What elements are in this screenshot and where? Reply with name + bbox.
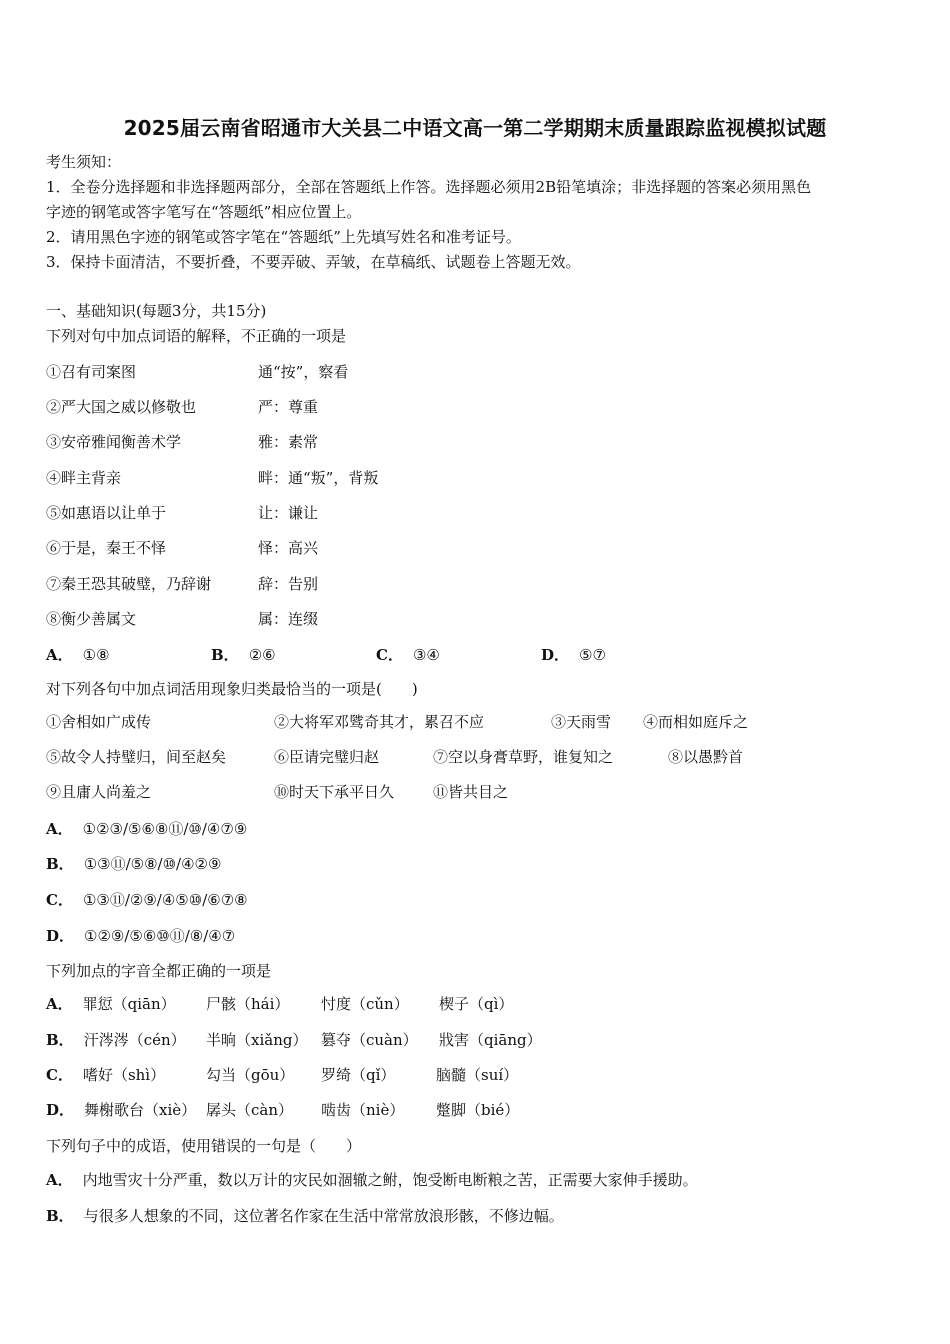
q2-option-c xyxy=(46,890,248,910)
q1-explain: 畔：通“叛”，背叛 xyxy=(258,469,379,487)
q3-option-d xyxy=(46,1100,196,1120)
option-letter: A． xyxy=(46,995,73,1013)
option-item: 嗜好（shì） xyxy=(82,1066,166,1084)
option-letter: B． xyxy=(211,646,239,664)
q2-item: ④而相如庭斥之 xyxy=(643,713,749,731)
q2-item: ⑦空以身膏草野，谁复知之 xyxy=(433,748,614,766)
q1-sentence: ⑧衡少善属文 xyxy=(46,610,137,628)
option-text: ①②③/⑤⑥⑧⑪/⑩/④⑦⑨ xyxy=(82,820,248,838)
q4-option-a xyxy=(46,1170,698,1190)
option-item: 孱头（càn） xyxy=(206,1101,294,1119)
q1-sentence: ⑥于是，秦王不怿 xyxy=(46,539,167,557)
option-item: 罗绮（qǐ） xyxy=(321,1066,396,1084)
option-item: 蹩脚（bié） xyxy=(436,1101,520,1119)
option-item: 尸骸（hái） xyxy=(206,995,290,1013)
section-heading: 一、基础知识(每题3分，共15分) xyxy=(46,302,267,320)
option-text: ②⑥ xyxy=(248,646,276,664)
option-text: ①②⑨/⑤⑥⑩⑪/⑧/④⑦ xyxy=(84,927,236,945)
q1-sentence: ⑦秦王恐其破璧，乃辞谢 xyxy=(46,575,212,593)
option-letter: A． xyxy=(46,646,73,664)
q2-option-d xyxy=(46,926,235,946)
page-title: 2025届云南省昭通市大关县二中语文高一第二学期期末质量跟踪监视模拟试题 xyxy=(123,116,827,140)
q1-option-d xyxy=(541,645,606,665)
q2-item: ③天雨雪 xyxy=(551,713,612,731)
option-text: ①⑧ xyxy=(82,646,110,664)
question-stem: 下列加点的字音全都正确的一项是 xyxy=(46,962,272,980)
option-letter: B． xyxy=(46,1031,74,1049)
option-item: 啮齿（niè） xyxy=(321,1101,405,1119)
q2-item: ②大将军邓骘奇其才，累召不应 xyxy=(274,713,485,731)
q3-option-c xyxy=(46,1065,165,1085)
q1-option-c xyxy=(376,645,440,665)
option-letter: A． xyxy=(46,820,73,838)
q1-option-b xyxy=(211,645,276,665)
q2-item: ⑪皆共目之 xyxy=(433,783,509,801)
option-letter: C． xyxy=(46,891,73,909)
option-text: ①③⑪/⑤⑧/⑩/④②⑨ xyxy=(83,855,222,873)
q1-sentence: ①召有司案图 xyxy=(46,363,137,381)
option-text: ①③⑪/②⑨/④⑤⑩/⑥⑦⑧ xyxy=(82,891,248,909)
q1-explain: 严：尊重 xyxy=(258,398,319,416)
q2-item: ⑧以愚黔首 xyxy=(668,748,744,766)
option-letter: D． xyxy=(46,1101,75,1119)
option-item: 篡夺（cuàn） xyxy=(321,1031,418,1049)
option-item: 勾当（gōu） xyxy=(206,1066,295,1084)
option-text: 内地雪灾十分严重，数以万计的灾民如涸辙之鲋，饱受断电断粮之苦，正需要大家伸手援助。 xyxy=(82,1171,698,1189)
q1-explain: 属：连缀 xyxy=(258,610,319,628)
notice-item: 2．请用黑色字迹的钢笔或答字笔在“答题纸”上先填写姓名和准考证号。 xyxy=(46,228,521,246)
q2-item: ⑨且庸人尚羞之 xyxy=(46,783,152,801)
option-letter: B． xyxy=(46,855,74,873)
q2-item: ①舍相如广成传 xyxy=(46,713,152,731)
notice-item: 1．全卷分选择题和非选择题两部分，全部在答题纸上作答。选择题必须用2B铅笔填涂；非选择题的答案必须用黑色 xyxy=(46,178,812,196)
option-item: 楔子（qì） xyxy=(439,995,514,1013)
option-item: 脑髓（suí） xyxy=(436,1066,519,1084)
q1-explain: 辞：告别 xyxy=(258,575,319,593)
q1-sentence: ②严大国之威以修敬也 xyxy=(46,398,197,416)
q3-option-a xyxy=(46,994,176,1014)
notice-heading: 考生须知： xyxy=(46,153,122,171)
q1-sentence: ③安帝雅闻衡善术学 xyxy=(46,433,182,451)
option-letter: B． xyxy=(46,1207,74,1225)
notice-item: 字迹的钢笔或答字笔写在“答题纸”相应位置上。 xyxy=(46,203,362,221)
option-item: 罪愆（qiān） xyxy=(82,995,176,1013)
q2-item: ⑩时天下承平日久 xyxy=(274,783,395,801)
q1-explain: 雅：素常 xyxy=(258,433,319,451)
option-letter: D． xyxy=(541,646,570,664)
q1-sentence: ⑤如惠语以让单于 xyxy=(46,504,167,522)
option-text: ⑤⑦ xyxy=(579,646,606,664)
q2-item: ⑤故令人持璧归，间至赵矣 xyxy=(46,748,227,766)
option-item: 半晌（xiǎng） xyxy=(206,1031,308,1049)
option-item: 汗涔涔（cén） xyxy=(83,1031,186,1049)
option-text: ③④ xyxy=(412,646,440,664)
q3-option-b xyxy=(46,1030,186,1050)
q4-option-b xyxy=(46,1206,564,1226)
question-stem: 下列对句中加点词语的解释，不正确的一项是 xyxy=(46,327,347,345)
notice-item: 3．保持卡面清洁，不要折叠，不要弄破、弄皱，在草稿纸、试题卷上答题无效。 xyxy=(46,253,581,271)
option-item: 舞榭歌台（xiè） xyxy=(84,1101,197,1119)
q1-option-a xyxy=(46,645,110,665)
q2-option-b xyxy=(46,854,221,874)
option-letter: A． xyxy=(46,1171,73,1189)
q2-item: ⑥臣请完璧归赵 xyxy=(274,748,380,766)
question-stem: 下列句子中的成语，使用错误的一句是（ ） xyxy=(46,1137,362,1155)
q1-sentence: ④畔主背亲 xyxy=(46,469,122,487)
option-item: 忖度（cǔn） xyxy=(321,995,409,1013)
option-letter: C． xyxy=(46,1066,73,1084)
option-item: 戕害（qiāng） xyxy=(439,1031,542,1049)
q2-option-a xyxy=(46,819,247,839)
question-stem: 对下列各句中加点词活用现象归类最恰当的一项是( ) xyxy=(46,680,418,698)
q1-explain: 通“按”，察看 xyxy=(258,363,349,381)
option-letter: C． xyxy=(376,646,403,664)
q1-explain: 怿：高兴 xyxy=(258,539,319,557)
option-letter: D． xyxy=(46,927,75,945)
option-text: 与很多人想象的不同，这位著名作家在生活中常常放浪形骸，不修边幅。 xyxy=(83,1207,564,1225)
q1-explain: 让：谦让 xyxy=(258,504,319,522)
